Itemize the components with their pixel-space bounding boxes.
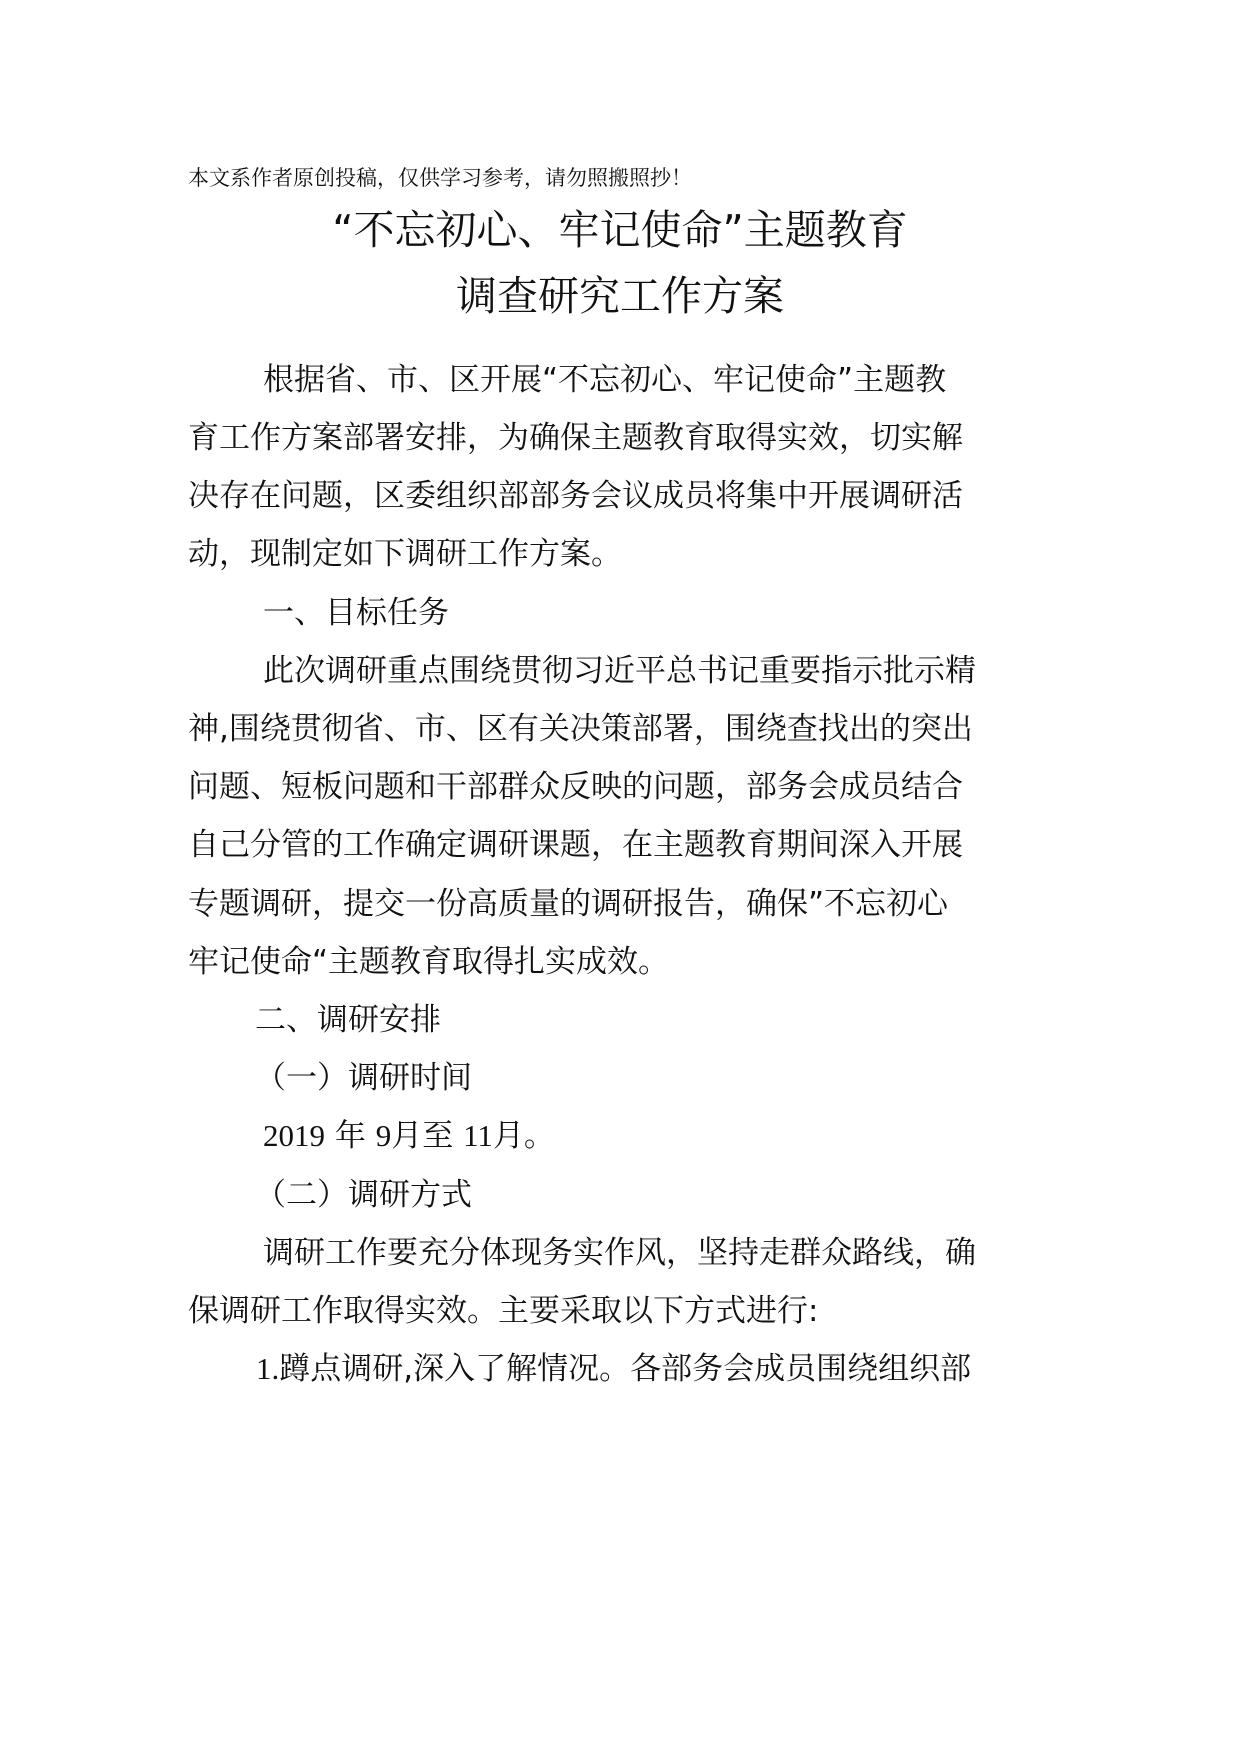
goals-paragraph-line: 牢记使命“主题教育取得扎实成效。 (188, 944, 670, 980)
method-paragraph-line: 保调研工作取得实效。主要采取以下方式进行: (188, 1293, 819, 1329)
intro-paragraph-line: 决存在问题，区委组织部部务会议成员将集中开展调研活 (188, 478, 963, 514)
section-heading-goals: 一、目标任务 (263, 595, 449, 631)
document-title-line-1: “不忘初心、牢记使命”主题教育 (332, 206, 908, 254)
date-month-middle: 月至 (391, 1118, 454, 1154)
section-heading-arrangement: 二、调研安排 (255, 1002, 441, 1038)
subsection-heading-time: （一）调研时间 (255, 1060, 472, 1096)
goals-paragraph-line: 自己分管的工作确定调研课题，在主题教育期间深入开展 (188, 827, 963, 863)
date-month-end: 11 (463, 1118, 493, 1153)
date-end-suffix: 月。 (492, 1118, 555, 1154)
item-text: 蹲点调研,深入了解情况。各部务会成员围绕组织部 (279, 1351, 972, 1387)
method-item-1 (256, 1344, 971, 1394)
date-month-start: 9 (375, 1118, 392, 1153)
goals-paragraph-line: 此次调研重点围绕贯彻习近平总书记重要指示批示精 (263, 653, 976, 689)
goals-paragraph-line: 专题调研，提交一份高质量的调研报告，确保”不忘初心 (188, 886, 949, 922)
method-paragraph-line: 调研工作要充分体现务实作风，坚持走群众路线，确 (263, 1235, 976, 1271)
goals-paragraph-line: 问题、短板问题和干部群众反映的问题，部务会成员结合 (188, 769, 963, 805)
item-number: 1. (256, 1351, 280, 1386)
research-date (263, 1111, 555, 1161)
intro-paragraph-line: 育工作方案部署安排，为确保主题教育取得实效，切实解 (188, 420, 963, 456)
copyright-notice: 本文系作者原创投稿，仅供学习参考，请勿照搬照抄！ (188, 166, 692, 190)
date-year: 2019 (263, 1118, 325, 1153)
intro-paragraph-line: 根据省、市、区开展“不忘初心、牢记使命”主题教 (263, 362, 947, 398)
subsection-heading-method: （二）调研方式 (255, 1177, 472, 1213)
document-title-line-2: 调查研究工作方案 (456, 272, 784, 320)
goals-paragraph-line: 神,围绕贯彻省、市、区有关决策部署，围绕查找出的突出 (188, 711, 973, 747)
date-year-suffix: 年 (334, 1118, 366, 1154)
intro-paragraph-line: 动，现制定如下调研工作方案。 (188, 536, 622, 572)
